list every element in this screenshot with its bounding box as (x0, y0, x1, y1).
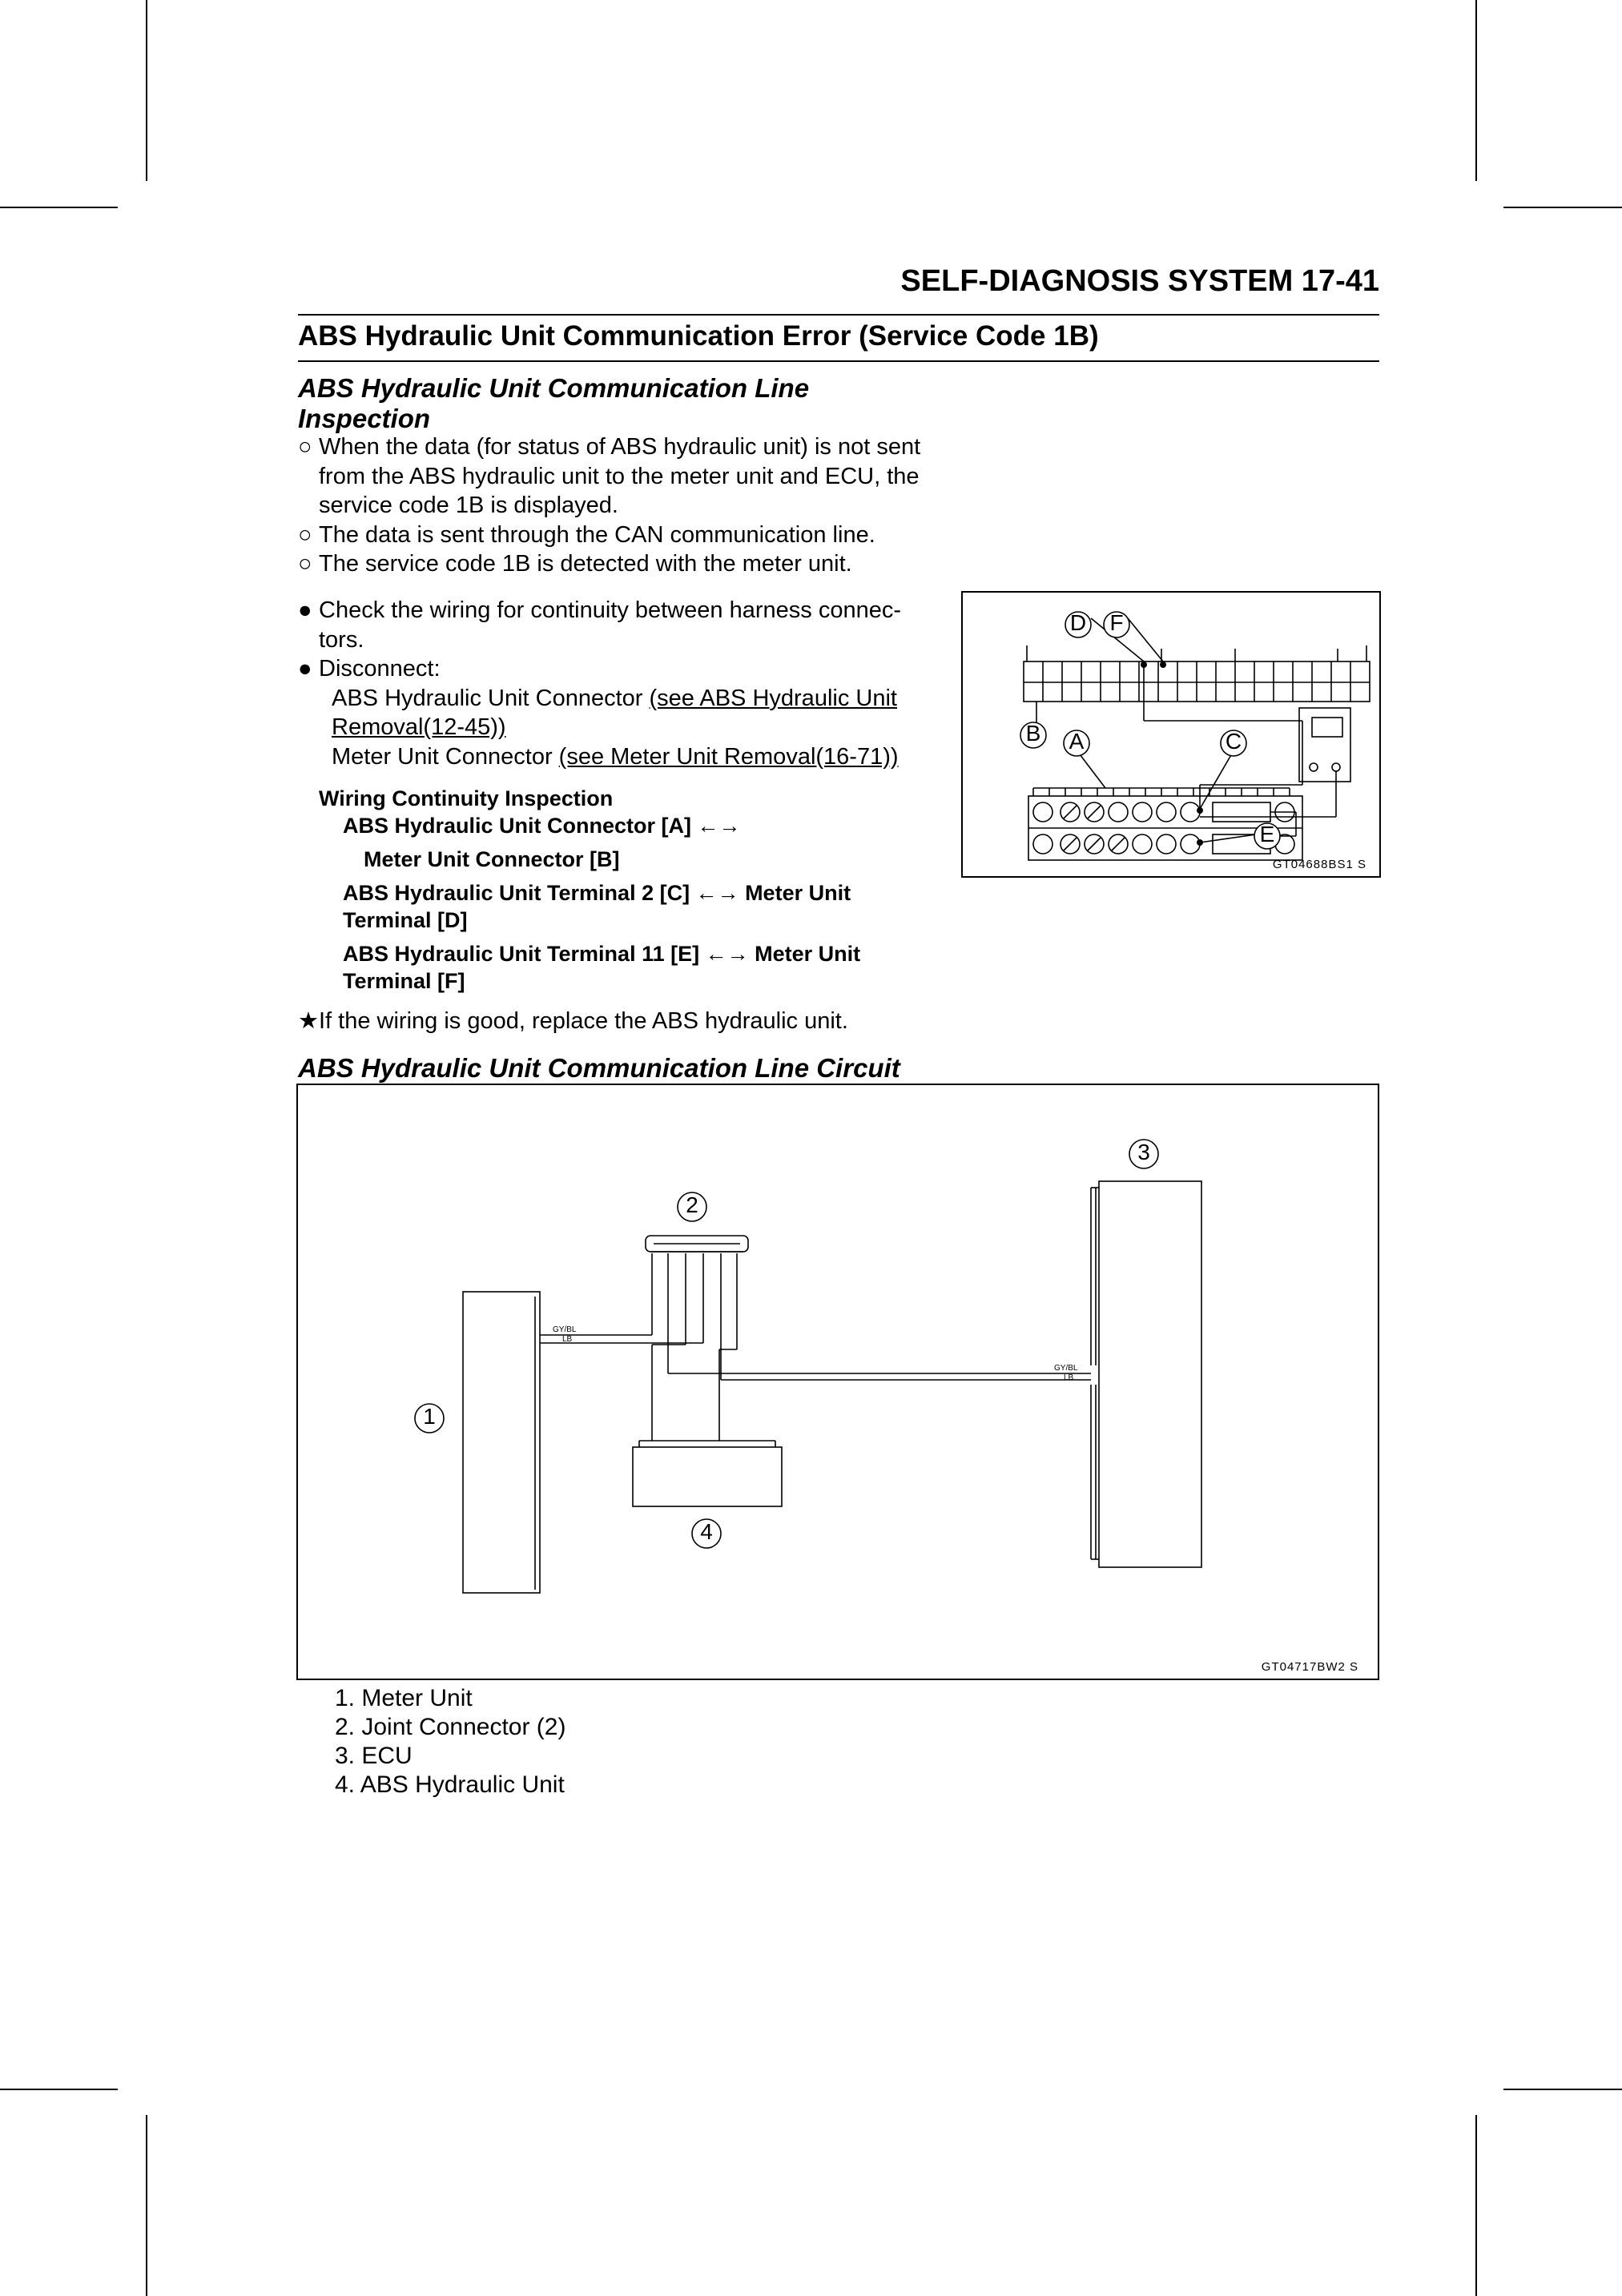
disconnect-item: Meter Unit Connector (see Meter Unit Removal(16-71)) (332, 743, 899, 770)
page-header: SELF-DIAGNOSIS SYSTEM 17-41 (900, 264, 1379, 298)
note-circle-icon: ○ (298, 521, 312, 548)
link-meter-removal[interactable]: (see Meter Unit Removal(16-71)) (558, 743, 899, 770)
circuit-diagram-svg (298, 1085, 1378, 1679)
note-item: ○ When the data (for status of ABS hydraulic unit) is not sent from the ABS hydraulic unit to the meter unit and ECU, the service code 1B is displayed. (298, 434, 921, 518)
callout-2: 2 (686, 1192, 698, 1217)
star-icon: ★ (298, 1008, 319, 1034)
crop-mark (1475, 0, 1477, 181)
label-a: A (1069, 729, 1085, 754)
callout-4: 4 (700, 1519, 713, 1544)
figure-code: GT04717BW2 S (1261, 1660, 1358, 1674)
notes-list (298, 432, 939, 579)
legend-item: 4. ABS Hydraulic Unit (335, 1771, 565, 1798)
note-item: ○ The data is sent through the CAN communication line. (298, 521, 939, 550)
bullet-icon: ● (298, 656, 312, 682)
label-c: C (1225, 729, 1242, 754)
crop-mark (1503, 207, 1622, 208)
wire-label-gybl: GY/BL (553, 1325, 577, 1334)
disconnect-item: ABS Hydraulic Unit Connector (see ABS Hydraulic Unit Removal(12-45)) (332, 685, 897, 740)
note-circle-icon: ○ (298, 551, 312, 577)
crop-mark (0, 2089, 118, 2090)
crop-mark (1503, 2089, 1622, 2090)
crop-mark (1475, 2115, 1477, 2296)
figure-code: GT04688BS1 S (1272, 858, 1366, 871)
wire-label-lb: LB (562, 1335, 573, 1344)
circuit-title: ABS Hydraulic Unit Communication Line Circuit (298, 1053, 900, 1083)
legend-item: 3. ECU (335, 1743, 413, 1769)
subsection-title-line2: Inspection (298, 404, 431, 433)
crop-mark (146, 2115, 147, 2296)
circuit-figure (296, 1084, 1379, 1680)
crop-mark (0, 207, 118, 208)
step-item: ● Check the wiring for continuity between harness connec- tors. (298, 597, 901, 653)
section-title: ABS Hydraulic Unit Communication Error (Service Code 1B) (298, 314, 1379, 362)
wire-label-lb-ecu: LB (1064, 1373, 1074, 1382)
wire-label-gybl-ecu: GY/BL (1054, 1364, 1078, 1373)
label-b: B (1025, 721, 1041, 746)
label-d: D (1069, 610, 1087, 635)
callout-3: 3 (1137, 1140, 1150, 1164)
legend-item: 2. Joint Connector (2) (335, 1714, 566, 1740)
bullet-icon: ● (298, 597, 312, 623)
legend-item: 1. Meter Unit (335, 1685, 473, 1711)
subsection-title (298, 373, 809, 434)
steps-list (298, 596, 939, 771)
connector-inspection-figure (961, 591, 1381, 878)
inspection-block: Wiring Continuity Inspection ABS Hydraulic Unit Connector [A] ←→ Meter Unit Connector [B] ABS Hydraulic Unit Terminal 2 [C] ←→ Meter Unit Terminal [D] ABS Hydraulic Unit Terminal 11 [E] ←→ Meter Unit Terminal [F] (319, 785, 960, 995)
result-note: ★If the wiring is good, replace the ABS hydraulic unit. (298, 1008, 848, 1034)
note-item: ○ The service code 1B is detected with the meter unit. (298, 549, 939, 579)
note-circle-icon: ○ (298, 434, 312, 460)
legend-list (335, 1684, 565, 1799)
label-f: F (1109, 610, 1124, 635)
step-item: ● Disconnect: (298, 654, 939, 684)
label-e: E (1259, 822, 1275, 846)
link-abs-removal-cont[interactable]: Removal(12-45)) (332, 714, 506, 740)
callout-1: 1 (423, 1404, 436, 1429)
crop-mark (146, 0, 147, 181)
subsection-title-line1: ABS Hydraulic Unit Communication Line (298, 373, 810, 403)
inspection-heading: Wiring Continuity Inspection (319, 786, 614, 810)
link-abs-removal[interactable]: (see ABS Hydraulic Unit (649, 685, 897, 711)
